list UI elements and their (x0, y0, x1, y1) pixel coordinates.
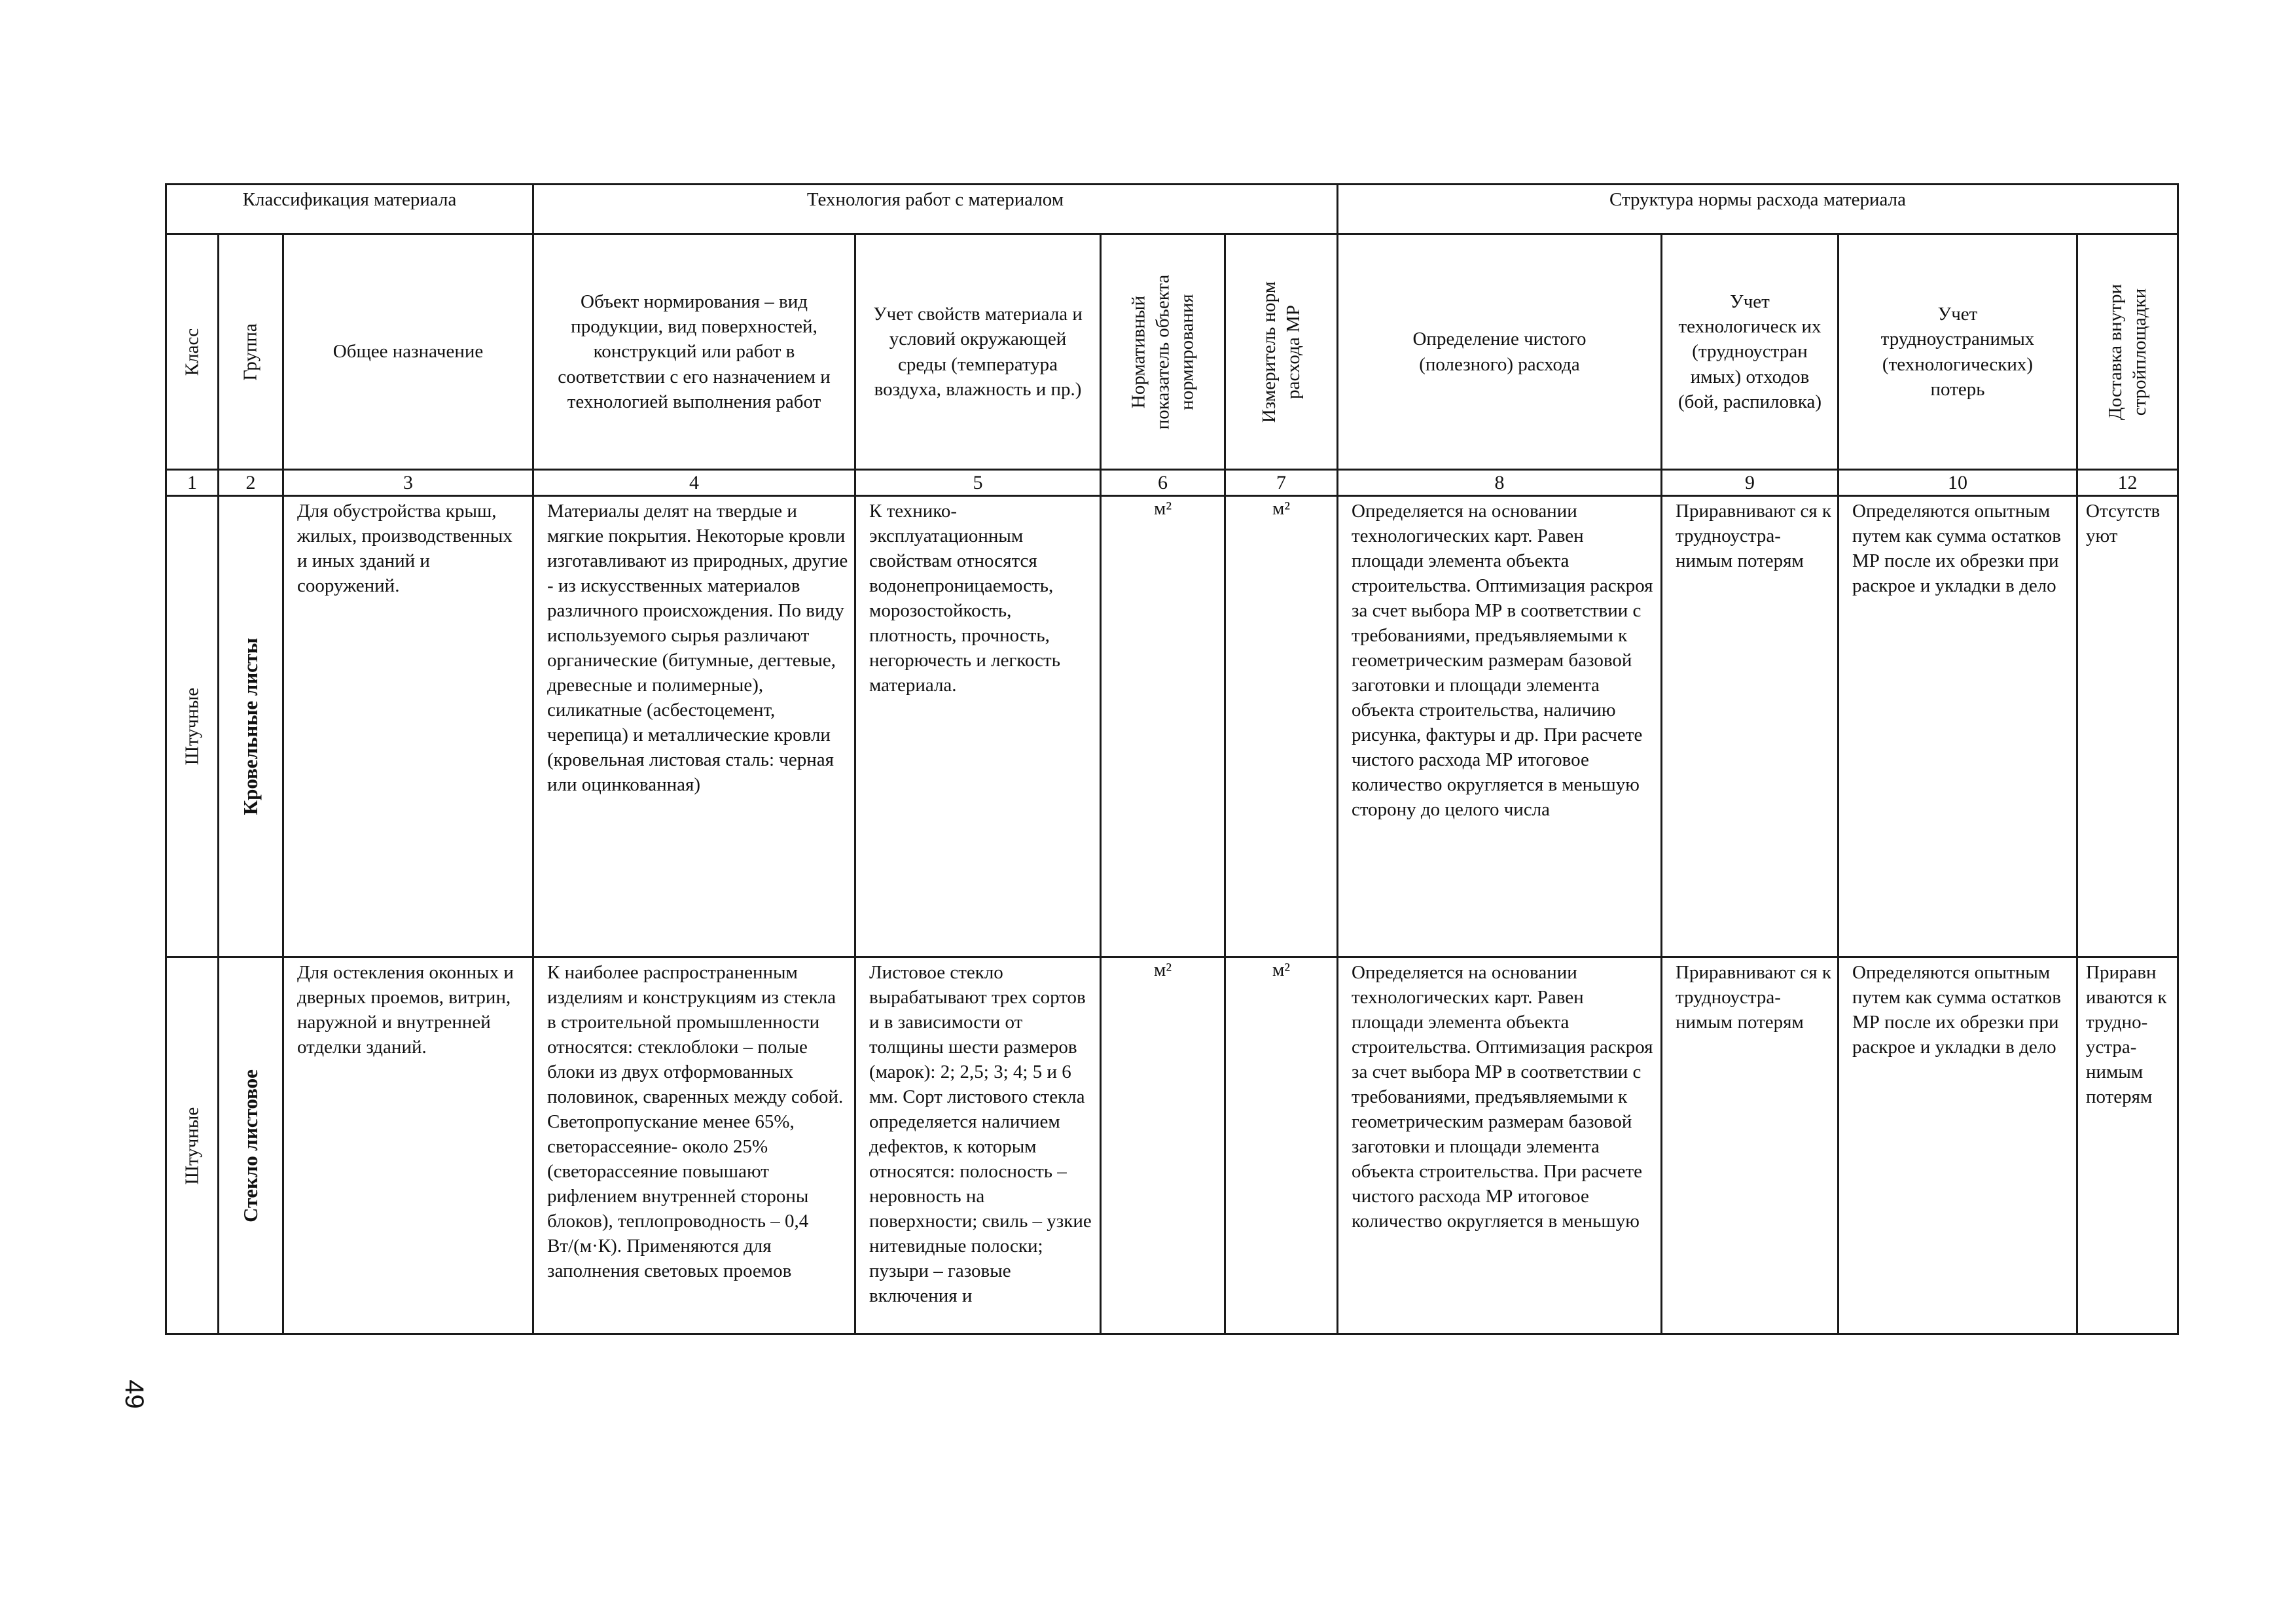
row-1-properties: К технико-эксплуатационным свойствам относятся водонепроницаемость, морозостойкость, плотность, прочность, негорючесть и легкость материала. (855, 496, 1101, 957)
header-object: Объект нормирования – вид продукции, вид поверхностей, конструкций или работ в соответствии с его назначением и технологией выполнения работ (533, 234, 855, 470)
row-1-purpose: Для обустройства крыш, жилых, производственных и иных зданий и сооружений. (283, 496, 533, 957)
table-row (166, 496, 2178, 957)
row-2-properties: Листовое стекло вырабатывают трех сортов и в зависимости от толщины шести размеров (марок): 2; 2,5; 3; 4; 5 и 6 мм. Сорт листового стекла определяется наличием дефектов, к которым относятся: полосность – неровность на поверхности; свиль – узкие нитевидные полоски; пузыри – газовые включения и (855, 957, 1101, 1334)
header-classification: Классификация материала (166, 185, 533, 234)
header-delivery-line-2: стройплощадки (2128, 288, 2150, 416)
col-number: 3 (283, 470, 533, 496)
row-1-net: Определяется на основании технологических карт. Равен площади элемента объекта строительства. Оптимизация раскроя за счет выбора МР в соответствии с требованиями, предъявляемыми к геометрическим размерам базовой заготовки и площади элемента объекта строительства, наличию рисунка, фактуры и др. При расчете чистого расхода МР итоговое количество округляется в меньшую сторону до целого числа (1338, 496, 1662, 957)
header-columns-row (166, 234, 2178, 470)
column-numbers-row (166, 470, 2178, 496)
header-group-label: Группа (240, 323, 261, 381)
header-norm-indicator-line-1: Нормативный (1127, 295, 1149, 408)
header-losses: Учет трудноустранимых (технологических) потерь (1839, 234, 2077, 470)
header-delivery (2077, 234, 2178, 470)
header-measure (1225, 234, 1338, 470)
header-norm-indicator-line-2: показатель объекта (1151, 274, 1173, 429)
col-number: 8 (1338, 470, 1662, 496)
row-2-class (166, 957, 219, 1334)
row-2-measure-unit: м² (1225, 957, 1338, 1334)
col-number: 4 (533, 470, 855, 496)
row-1-tech-waste: Приравнивают ся к трудноустра- нимым потерям (1662, 496, 1839, 957)
row-1-losses: Определяются опытным путем как сумма остатков МР после их обрезки при раскрое и укладки в дело (1839, 496, 2077, 957)
row-2-purpose: Для остекления оконных и дверных проемов, витрин, наружной и внутренней отделки зданий. (283, 957, 533, 1334)
row-1-norm-unit: м² (1101, 496, 1225, 957)
header-structure: Структура нормы расхода материала (1338, 185, 2178, 234)
col-number: 1 (166, 470, 219, 496)
norms-table (165, 183, 2179, 1335)
table-row (166, 957, 2178, 1334)
header-delivery-line-1: Доставка внутри (2104, 283, 2126, 420)
row-2-class-label: Штучные (181, 1107, 202, 1185)
row-1-class-label: Штучные (181, 687, 202, 766)
row-2-group-label: Стекло листовое (239, 1069, 262, 1222)
row-2-object: К наиболее распространенным изделиям и конструкциям из стекла в строительной промышленности относятся: стеклоблоки – полые блоки из двух отформованных половинок, сваренных между собой. Светопропускание менее 65%, светорассеяние- около 25% (светорассеяние повышают рифлением внутренней стороны блоков), теплопроводность – 0,4 Вт/(м·К). Применяются для заполнения световых проемов (533, 957, 855, 1334)
row-2-group (219, 957, 283, 1334)
header-norm-indicator-line-3: нормирования (1176, 293, 1198, 410)
col-number: 5 (855, 470, 1101, 496)
col-number: 2 (219, 470, 283, 496)
row-2-delivery: Приравн иваются к трудно- устра- нимым потерям (2077, 957, 2178, 1334)
row-2-tech-waste: Приравнивают ся к трудноустра- нимым потерям (1662, 957, 1839, 1334)
header-group (219, 234, 283, 470)
row-2-losses: Определяются опытным путем как сумма остатков МР после их обрезки при раскрое и укладки в дело (1839, 957, 2077, 1334)
header-measure-line-1: Измеритель норм (1258, 281, 1280, 423)
col-number: 7 (1225, 470, 1338, 496)
col-number: 9 (1662, 470, 1839, 496)
row-1-measure-unit: м² (1225, 496, 1338, 957)
page-number: 49 (119, 1380, 149, 1409)
row-1-delivery: Отсутств уют (2077, 496, 2178, 957)
header-class-label: Класс (181, 328, 202, 376)
row-1-class (166, 496, 219, 957)
row-2-net: Определяется на основании технологических карт. Равен площади элемента объекта строительства. Оптимизация раскроя за счет выбора МР в соответствии с требованиями, предъявляемыми к геометрическим размерам базовой заготовки и площади элемента объекта строительства. При расчете чистого расхода МР итоговое количество округляется в меньшую (1338, 957, 1662, 1334)
header-technology: Технология работ с материалом (533, 185, 1338, 234)
col-number: 6 (1101, 470, 1225, 496)
header-tech-waste: Учет технологическ их (трудноустран имых) отходов (бой, распиловка) (1662, 234, 1839, 470)
row-1-group-label: Кровельные листы (239, 637, 262, 815)
header-norm-indicator (1101, 234, 1225, 470)
row-2-norm-unit: м² (1101, 957, 1225, 1334)
row-1-object: Материалы делят на твердые и мягкие покрытия. Некоторые кровли изготавливают из природных, другие - из искусственных материалов различного происхождения. По виду используемого сырья различают органические (битумные, дегтевые, древесные и полимерные), силикатные (асбестоцемент, черепица) и металлические кровли (кровельная листовая сталь: черная или оцинкованная) (533, 496, 855, 957)
header-purpose: Общее назначение (283, 234, 533, 470)
header-group-row (166, 185, 2178, 234)
row-1-group (219, 496, 283, 957)
header-properties: Учет свойств материала и условий окружающей среды (температура воздуха, влажность и пр.) (855, 234, 1101, 470)
col-number: 12 (2077, 470, 2178, 496)
header-measure-line-2: расхода МР (1282, 304, 1304, 399)
header-class (166, 234, 219, 470)
col-number: 10 (1839, 470, 2077, 496)
header-net: Определение чистого (полезного) расхода (1338, 234, 1662, 470)
